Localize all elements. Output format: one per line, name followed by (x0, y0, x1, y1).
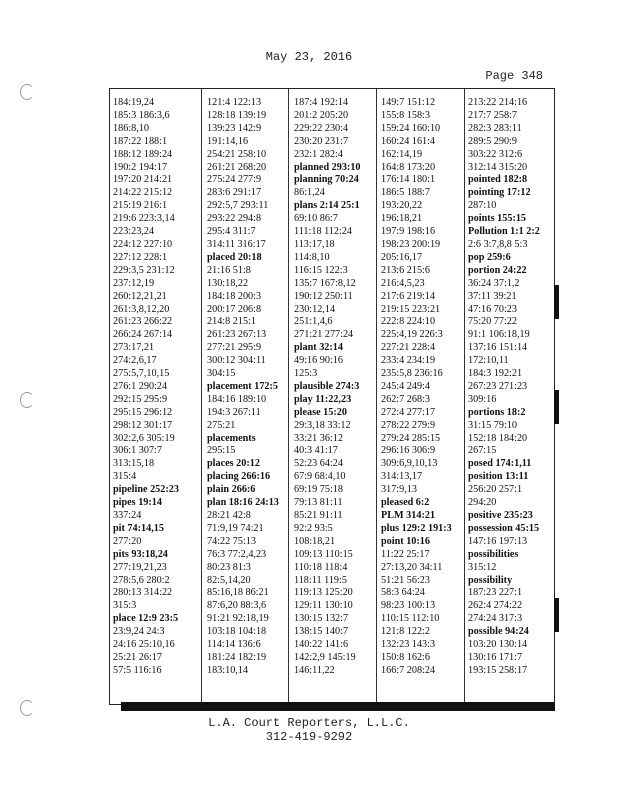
index-entry: possession 45:15 (468, 522, 540, 534)
index-entry: 214:8 215:1 (207, 316, 256, 328)
index-entry: 130:18,22 (207, 277, 249, 289)
index-entry: 92:2 93:5 (294, 522, 333, 534)
index-entry: 184:18 200:3 (207, 290, 262, 302)
index-entry: 186:8,10 (113, 122, 149, 134)
index-entry: 58:3 64:24 (381, 587, 425, 599)
index-entry: please 15:20 (294, 406, 347, 418)
index-entry: 193:20,22 (381, 200, 423, 212)
index-entry: 283:6 291:17 (207, 187, 262, 199)
index-entry: 233:4 234:19 (381, 355, 436, 367)
index-entry: 229:3,5 231:12 (113, 264, 175, 276)
index-entry: 198:23 200:19 (381, 238, 441, 250)
index-entry: 109:13 110:15 (294, 548, 353, 560)
index-entry: 279:24 285:15 (381, 432, 441, 444)
footer-company: L.A. Court Reporters, L.L.C. (208, 716, 410, 730)
index-entry: 261:21 268:20 (207, 161, 267, 173)
index-entry: plain 266:6 (207, 484, 256, 496)
index-entry: 217:7 258:7 (468, 109, 517, 121)
index-entry: 295:15 296:12 (113, 406, 173, 418)
index-entry: 80:23 81:3 (207, 561, 251, 573)
index-entry: 225:4,19 226:3 (381, 329, 443, 341)
index-tab-mark (554, 598, 559, 632)
index-entry: 118:11 119:5 (294, 574, 347, 586)
index-entry: plus 129:2 191:3 (381, 522, 452, 534)
index-entry: 172:10,11 (468, 355, 509, 367)
index-entry: 295:15 (207, 445, 236, 457)
index-entry: possibility (468, 574, 513, 586)
index-entry: 282:3 283:11 (468, 122, 522, 134)
index-entry: 188:12 189:24 (113, 148, 173, 160)
index-entry: 314:11 316:17 (207, 238, 266, 250)
index-entry: 85:16,18 86:21 (207, 587, 269, 599)
index-entry: 230:20 231:7 (294, 135, 349, 147)
index-entry: placement 172:5 (207, 380, 279, 392)
index-entry: 184:19,24 (113, 97, 155, 108)
index-entry: 275:21 (207, 419, 236, 431)
index-entry: 295:4 311:7 (207, 226, 256, 238)
index-entry: 91:21 92:18,19 (207, 613, 269, 625)
index-entry: 191:14,16 (207, 135, 249, 147)
column-divider (288, 89, 289, 704)
index-entry: 24:16 25:10,16 (113, 639, 175, 651)
index-entry: 224:12 227:10 (113, 238, 173, 250)
index-entry: 201:2 205:20 (294, 109, 349, 121)
index-entry: plausible 274:3 (294, 380, 360, 392)
index-entry: portions 18:2 (468, 406, 526, 418)
index-entry: 74:22 75:13 (207, 535, 256, 547)
index-entry: 23:9,24 24:3 (113, 626, 165, 638)
index-entry: 272:4 277:17 (381, 406, 436, 418)
index-entry: placing 266:16 (207, 471, 271, 483)
index-entry: 262:7 268:3 (381, 393, 430, 405)
index-entry: 277:20 (113, 535, 142, 547)
index-entry: pits 93:18,24 (113, 548, 168, 560)
index-tab-mark (554, 390, 559, 424)
index-entry: 230:12,14 (294, 303, 336, 315)
index-entry: 114:8,10 (294, 251, 330, 263)
index-entry: 266:24 267:14 (113, 329, 173, 341)
index-entry: pop 259:6 (468, 251, 511, 263)
index-entry: 184:3 192:21 (468, 368, 523, 380)
index-entry: 292:5,7 293:11 (207, 200, 269, 212)
footer-phone: 312-419-9292 (265, 730, 353, 744)
index-entry: 229:22 230:4 (294, 122, 349, 134)
column-divider (376, 89, 377, 704)
index-entry: 121:8 122:2 (381, 626, 430, 638)
index-entry: placements (207, 432, 256, 444)
index-entry: 278:22 279:9 (381, 419, 436, 431)
index-entry: 91:1 106:18,19 (468, 329, 530, 341)
index-column-3 (294, 97, 361, 689)
index-entry: 51:21 56:23 (381, 574, 430, 586)
index-entry: posed 174:1,11 (468, 458, 532, 470)
index-entry: 300:12 304:11 (207, 355, 266, 367)
index-entry: plans 2:14 25:1 (294, 200, 360, 212)
index-table (109, 88, 555, 705)
index-entry: 274:24 317:3 (468, 613, 523, 625)
index-entry: possibilities (468, 548, 519, 560)
index-entry: 260:12,21,21 (113, 290, 167, 302)
binder-hole-bottom (20, 700, 34, 716)
index-entry: play 11:22,23 (294, 393, 352, 405)
index-entry: 140:22 141:6 (294, 639, 349, 651)
index-entry: 71:9,19 74:21 (207, 522, 264, 534)
index-entry: 280:13 314:22 (113, 587, 173, 599)
index-entry: 313:15,18 (113, 458, 155, 470)
index-entry: 129:11 130:10 (294, 600, 353, 612)
index-entry: 261:23 267:13 (207, 329, 267, 341)
index-entry: 287:10 (468, 200, 497, 212)
index-entry: 57:5 116:16 (113, 664, 162, 676)
index-entry: 114:14 136:6 (207, 639, 261, 651)
index-entry: pipeline 252:23 (113, 484, 179, 496)
index-entry: 289:5 290:9 (468, 135, 517, 147)
index-entry: 119:13 125:20 (294, 587, 353, 599)
index-entry: 193:15 258:17 (468, 664, 528, 676)
index-entry: planning 70:24 (294, 174, 359, 186)
index-entry: 110:18 118:4 (294, 561, 348, 573)
index-entry: 150:8 162:6 (381, 651, 430, 663)
index-entry: 21:16 51:8 (207, 264, 251, 276)
index-entry: 292:15 295:9 (113, 393, 168, 405)
index-entry: 176:14 180:1 (381, 174, 436, 186)
index-entry: 222:8 224:10 (381, 316, 436, 328)
index-entry: 197:20 214:21 (113, 174, 173, 186)
index-entry: 294:20 (468, 497, 497, 509)
index-entry: 317:9,13 (381, 484, 417, 496)
index-entry: 277:19,21,23 (113, 561, 167, 573)
index-entry: 267:15 (468, 445, 497, 457)
index-entry: 135:7 167:8,12 (294, 277, 356, 289)
index-entry: 28:21 42:8 (207, 510, 251, 521)
index-entry: 11:22 25:17 (381, 548, 430, 560)
index-entry: 194:3 267:11 (207, 406, 261, 418)
index-entry: 276:1 290:24 (113, 380, 168, 392)
index-entry: 139:23 142:9 (207, 122, 262, 134)
index-entry: 262:4 274:22 (468, 600, 523, 612)
index-entry: portion 24:22 (468, 264, 527, 276)
index-entry: 309:6,9,10,13 (381, 458, 438, 470)
index-entry: 245:4 249:4 (381, 380, 430, 392)
index-entry: 166:7 208:24 (381, 664, 436, 676)
index-entry: 103:20 130:14 (468, 639, 528, 651)
index-entry: 275:24 277:9 (207, 174, 262, 186)
index-entry: 216:4,5,23 (381, 277, 425, 289)
index-entry: planned 293:10 (294, 161, 361, 173)
index-entry: 298:12 301:17 (113, 419, 173, 431)
index-entry: 200:17 206:8 (207, 303, 262, 315)
index-entry: 155:8 158:3 (381, 109, 430, 121)
index-entry: 309:16 (468, 393, 497, 405)
index-entry: 187:4 192:14 (294, 97, 349, 108)
index-entry: 214:22 215:12 (113, 187, 173, 199)
index-entry: points 155:15 (468, 213, 527, 225)
index-entry: 223:23,24 (113, 226, 155, 238)
index-entry: 142:2,9 145:19 (294, 651, 356, 663)
index-entry: 36:24 37:1,2 (468, 277, 520, 289)
index-entry: 217:6 219:14 (381, 290, 436, 302)
index-entry: 108:18,21 (294, 535, 336, 547)
column-divider (464, 89, 465, 704)
index-entry: 306:1 307:7 (113, 445, 162, 457)
index-entry: 138:15 140:7 (294, 626, 349, 638)
index-entry: 303:22 312:6 (468, 148, 523, 160)
index-entry: 185:3 186:3,6 (113, 109, 170, 121)
index-entry: 82:5,14,20 (207, 574, 251, 586)
index-entry: 275:5,7,10,15 (113, 368, 170, 380)
index-entry: 132:23 143:3 (381, 639, 436, 651)
index-entry: 184:16 189:10 (207, 393, 267, 405)
column-divider (201, 89, 202, 704)
index-entry: 277:21 295:9 (207, 342, 262, 354)
header-date: May 23, 2016 (265, 50, 353, 64)
index-entry: 147:16 197:13 (468, 535, 528, 547)
index-entry: 121:4 122:13 (207, 97, 262, 108)
index-entry: 75:20 77:22 (468, 316, 517, 328)
index-entry: place 12:9 23:5 (113, 613, 179, 625)
index-entry: 315:4 (113, 471, 137, 483)
index-entry: 40:3 41:17 (294, 445, 338, 457)
index-entry: 227:12 228:1 (113, 251, 168, 263)
index-entry: placed 20:18 (207, 251, 262, 263)
index-column-4 (381, 97, 452, 689)
index-entry: 251:1,4,6 (294, 316, 333, 328)
index-entry: 215:19 216:1 (113, 200, 168, 212)
index-entry: 159:24 160:10 (381, 122, 441, 134)
index-entry: 149:7 151:12 (381, 97, 436, 108)
index-entry: 137:16 151:14 (468, 342, 528, 354)
index-entry: 33:21 36:12 (294, 432, 343, 444)
index-entry: 278:5,6 280:2 (113, 574, 170, 586)
index-entry: pleased 6:2 (381, 497, 430, 509)
index-entry: 130:16 171:7 (468, 651, 523, 663)
index-entry: point 10:16 (381, 535, 430, 547)
index-entry: 271:21 277:24 (294, 329, 354, 341)
index-entry: 29:3,18 33:12 (294, 419, 351, 431)
index-entry: Pollution 1:1 2:2 (468, 226, 540, 238)
index-entry: 213:22 214:16 (468, 97, 528, 108)
index-entry: 183:10,14 (207, 664, 249, 676)
index-entry: 52:23 64:24 (294, 458, 343, 470)
index-entry: 296:16 306:9 (381, 445, 436, 457)
index-tab-mark (554, 285, 559, 319)
index-entry: 337:24 (113, 510, 142, 521)
index-entry: 2:6 3:7,8,8 5:3 (468, 238, 528, 250)
index-column-2 (207, 97, 279, 689)
index-entry: 152:18 184:20 (468, 432, 528, 444)
index-entry: 293:22 294:8 (207, 213, 262, 225)
index-entry: 261:23 266:22 (113, 316, 173, 328)
index-column-1 (113, 97, 179, 689)
index-entry: places 20:12 (207, 458, 260, 470)
index-entry: 254:21 258:10 (207, 148, 267, 160)
index-entry: 67:9 68:4,10 (294, 471, 346, 483)
index-entry: 86:1,24 (294, 187, 325, 199)
index-entry: position 13:11 (468, 471, 529, 483)
index-entry: 186:5 188:7 (381, 187, 430, 199)
index-entry: 274:2,6,17 (113, 355, 157, 367)
index-entry: 232:1 282:4 (294, 148, 343, 160)
index-entry: 256:20 257:1 (468, 484, 523, 496)
index-entry: 302:2,6 305:19 (113, 432, 175, 444)
index-entry: pointing 17:12 (468, 187, 531, 199)
index-entry: 130:15 132:7 (294, 613, 349, 625)
index-entry: 76:3 77:2,4,23 (207, 548, 267, 560)
index-entry: 79:13 81:11 (294, 497, 343, 509)
index-entry: 160:24 161:4 (381, 135, 436, 147)
index-entry: 47:16 70:23 (468, 303, 517, 315)
index-entry: 37:11 39:21 (468, 290, 517, 302)
index-entry: pipes 19:14 (113, 497, 162, 509)
index-entry: pointed 182:8 (468, 174, 528, 186)
index-entry: 103:18 104:18 (207, 626, 267, 638)
index-entry: 237:12,19 (113, 277, 155, 289)
index-entry: 25:21 26:17 (113, 651, 162, 663)
index-entry: plant 32:14 (294, 342, 343, 354)
index-entry: 190:12 250:11 (294, 290, 353, 302)
index-entry: 213:6 215:6 (381, 264, 430, 276)
index-entry: 98:23 100:13 (381, 600, 436, 612)
index-entry: 31:15 79:10 (468, 419, 517, 431)
index-entry: 87:6,20 88:3,6 (207, 600, 267, 612)
index-entry: 304:15 (207, 368, 236, 380)
index-column-5 (468, 97, 540, 689)
footer-rule (121, 702, 555, 711)
index-entry: 227:21 228:4 (381, 342, 436, 354)
index-entry: 49:16 90:16 (294, 355, 343, 367)
index-entry: 315:3 (113, 600, 137, 612)
index-entry: 235:5,8 236:16 (381, 368, 443, 380)
index-entry: 315:12 (468, 561, 497, 573)
binder-hole-top (20, 84, 34, 100)
index-entry: 187:22 188:1 (113, 135, 168, 147)
index-entry: 69:10 86:7 (294, 213, 338, 225)
index-entry: pit 74:14,15 (113, 522, 164, 534)
index-entry: 273:17,21 (113, 342, 155, 354)
index-entry: 187:23 227:1 (468, 587, 523, 599)
index-entry: 85:21 91:11 (294, 510, 343, 521)
index-entry: 219:15 223:21 (381, 303, 441, 315)
index-entry: 116:15 122:3 (294, 264, 348, 276)
index-entry: 312:14 315:20 (468, 161, 528, 173)
index-entry: 190:2 194:17 (113, 161, 168, 173)
index-entry: 69:19 75:18 (294, 484, 343, 496)
index-entry: 162:14,19 (381, 148, 423, 160)
index-entry: 110:15 112:10 (381, 613, 440, 625)
index-entry: 261:3,8,12,20 (113, 303, 170, 315)
index-entry: 146:11,22 (294, 664, 335, 676)
index-entry: 181:24 182:19 (207, 651, 267, 663)
index-entry: 113:17,18 (294, 238, 335, 250)
page-label: Page 348 (485, 69, 543, 83)
index-entry: 164:8 173:20 (381, 161, 436, 173)
index-entry: 196:18,21 (381, 213, 423, 225)
index-entry: 205:16,17 (381, 251, 423, 263)
index-entry: 27:13,20 34:11 (381, 561, 443, 573)
index-entry: 219:6 223:3,14 (113, 213, 175, 225)
index-entry: PLM 314:21 (381, 510, 436, 521)
index-entry: positive 235:23 (468, 510, 533, 521)
index-entry: plan 18:16 24:13 (207, 497, 279, 509)
index-entry: possible 94:24 (468, 626, 529, 638)
index-entry: 111:18 112:24 (294, 226, 353, 238)
index-entry: 125:3 (294, 368, 318, 380)
index-entry: 128:18 139:19 (207, 109, 267, 121)
index-entry: 267:23 271:23 (468, 380, 528, 392)
binder-hole-middle (20, 392, 34, 408)
index-entry: 314:13,17 (381, 471, 423, 483)
index-entry: 197:9 198:16 (381, 226, 436, 238)
